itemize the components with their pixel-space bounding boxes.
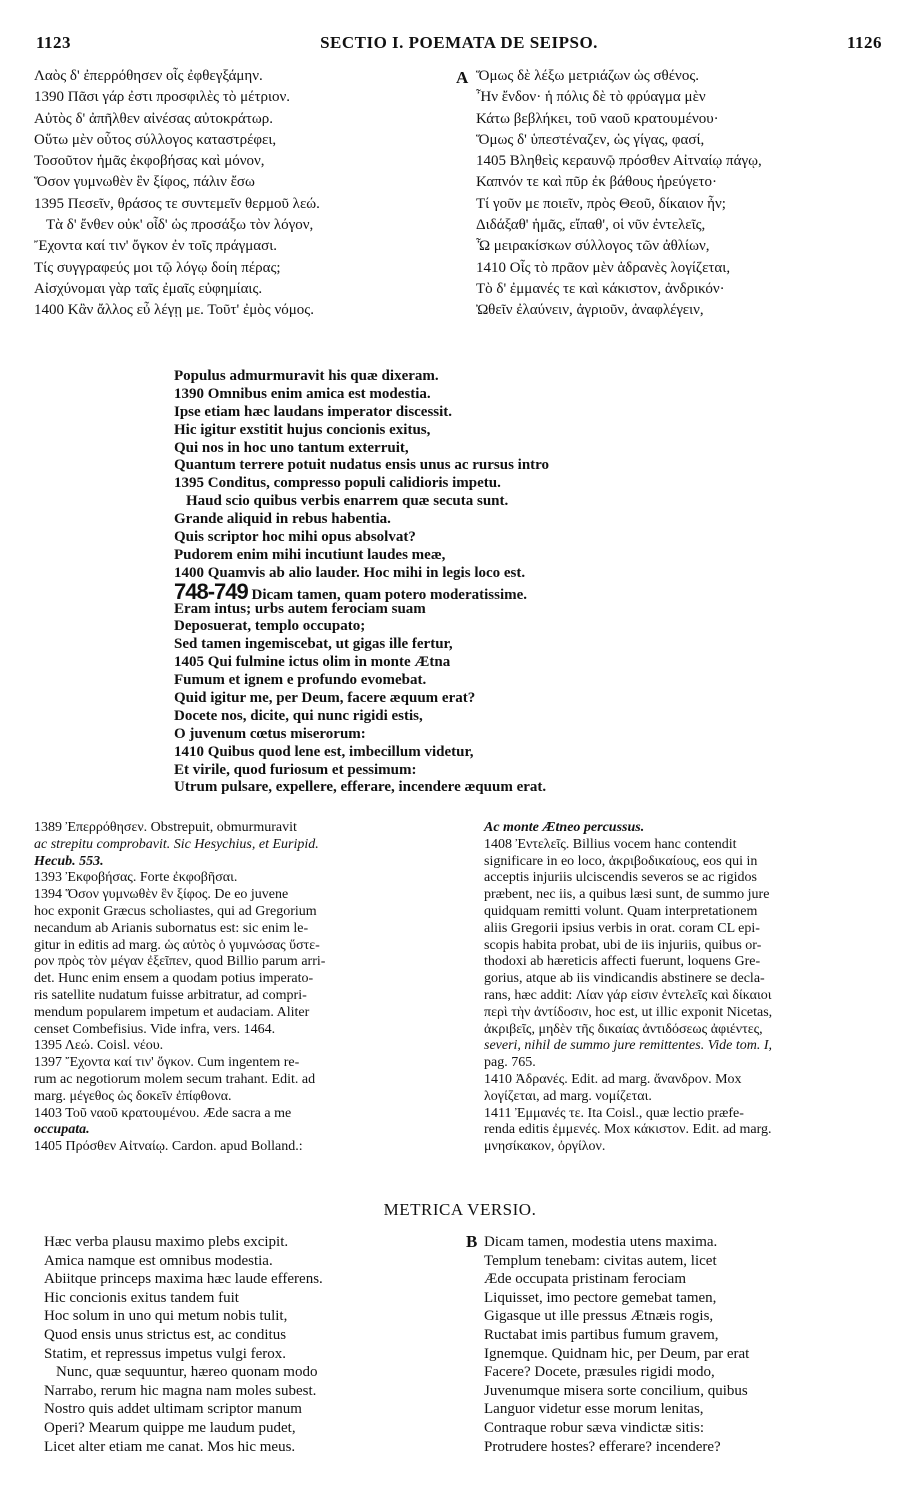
note-line: 1394 Ὅσον γυμνωθὲν ἓν ξίφος. De eo juvene bbox=[34, 887, 289, 903]
note-line: occupata. bbox=[34, 1122, 90, 1138]
note-line: περὶ τὴν ἀντίδοσιν, hoc est, ut illic exponit Nicetas, bbox=[484, 1004, 773, 1020]
latin-line: Utrum pulsare, expellere, efferare, incendere æquum erat. bbox=[174, 779, 547, 796]
verse-line: Ignemque. Quidnam hic, per Deum, par erat bbox=[484, 1345, 750, 1362]
running-title: SECTIO I. POEMATA DE SEIPSO. bbox=[320, 33, 598, 52]
note-line: pag. 765. bbox=[484, 1055, 536, 1071]
note-line: severi, nihil de summo jure remittentes. Vide tom. I, bbox=[484, 1038, 772, 1054]
greek-line: Ὅσον γυμνωθὲν ἓν ξίφος, πάλιν ἔσω bbox=[34, 174, 255, 191]
verse-line: Protrudere hostes? efferare? incendere? bbox=[484, 1438, 721, 1455]
note-line: mendum popularem impetum et audaciam. Aliter bbox=[34, 1004, 310, 1020]
latin-line: 1410 Quibus quod lene est, imbecillum videtur, bbox=[174, 743, 474, 760]
verse-line: Hoc solum in uno qui metum nobis tulit, bbox=[44, 1308, 288, 1325]
note-line: 1397 Ἔχοντα καί τιν' ὄγκον. Cum ingentem re- bbox=[34, 1055, 300, 1071]
verse-line: Dicam tamen, modestia utens maxima. bbox=[484, 1234, 718, 1250]
note-line: renda editis ἐμμενές. Mox κάκιστον. Edit. ad marg. bbox=[484, 1122, 772, 1138]
note-line: 1408 Ἐντελεῖς. Billius vocem hanc contendit bbox=[484, 836, 737, 852]
latin-line: 1395 Conditus, compresso populi calidioris impetu. bbox=[174, 475, 501, 492]
latin-line: Quid igitur me, per Deum, facere æquum erat? bbox=[174, 690, 476, 707]
note-line: λογίζεται, ad marg. νομίζεται. bbox=[484, 1088, 652, 1104]
note-line: 1395 Λεώ. Coisl. νέου. bbox=[34, 1038, 164, 1054]
note-line: præbent, nec iis, a quibus læsi sunt, de summo jure bbox=[484, 887, 770, 903]
verse-line: Narrabo, rerum hic magna nam moles subest. bbox=[44, 1382, 317, 1399]
latin-line: Et virile, quod furiosum et pessimum: bbox=[174, 761, 417, 778]
latin-line-text: Dicam tamen, quam potero moderatissime. bbox=[251, 586, 528, 603]
greek-text-left-column bbox=[34, 66, 454, 322]
notes-right-column bbox=[484, 820, 894, 1156]
verse-line: Templum tenebam: civitas autem, licet bbox=[484, 1252, 717, 1269]
note-line: marg. μέγεθος ὡς δοκεῖν ἐπίφθονα. bbox=[34, 1088, 232, 1104]
greek-line: Ὠθεῖν ἐλαύνειν, ἀγριοῦν, ἀναφλέγειν, bbox=[476, 302, 704, 319]
note-line: gitur in editis ad marg. ὡς αὐτὸς ὁ γυμνώσας ὕστε- bbox=[34, 937, 320, 953]
latin-line: Deposuerat, templo occupato; bbox=[174, 618, 366, 635]
note-line: censet Combefisius. Vide infra, vers. 1464. bbox=[34, 1021, 276, 1037]
greek-line: Ἦν ἔνδον· ἡ πόλις δὲ τὸ φρύαγμα μὲν bbox=[476, 89, 706, 106]
note-line: det. Hunc enim ensem a quodam potius imperato- bbox=[34, 971, 314, 987]
verse-line: Quod ensis unus strictus est, ac conditus bbox=[44, 1326, 287, 1343]
note-line: 1405 Πρόσθεν Αἰτναίῳ. Cardon. apud Bolland.: bbox=[34, 1139, 303, 1155]
note-line: rans, hæc addit: Λίαν γάρ εἰσιν ἐντελεῖς καὶ δίκαιοι bbox=[484, 987, 772, 1003]
note-line: scopis habita probat, ubi de iis injuriis, quibus or- bbox=[484, 937, 762, 953]
latin-line: O juvenum cœtus miserorum: bbox=[174, 725, 366, 742]
latin-line: Hic igitur exstitit hujus concionis exitus, bbox=[174, 421, 431, 438]
page-number-left: 1123 bbox=[36, 33, 72, 52]
column-number: 748-749 bbox=[174, 578, 248, 604]
latin-line: Eram intus; urbs autem ferociam suam bbox=[174, 600, 426, 617]
greek-line: Αἰσχύνομαι γὰρ ταῖς ἐμαῖς εὐφημίαις. bbox=[34, 280, 263, 297]
greek-line: 1395 Πεσεῖν, θράσος τε συντεμεῖν θερμοῦ λεώ. bbox=[34, 195, 320, 212]
page-number-right: 1126 bbox=[846, 33, 882, 52]
latin-line: Quis scriptor hoc mihi opus absolvat? bbox=[174, 529, 416, 546]
verse-line: Æde occupata pristinam ferociam bbox=[484, 1271, 687, 1288]
note-line: Hecub. 553. bbox=[34, 853, 104, 869]
latin-line: Grande aliquid in rebus habentia. bbox=[174, 511, 391, 528]
note-line: significare in eo loco, ἀκριβοδικαίους, eos qui in bbox=[484, 853, 758, 869]
greek-line: Ὦ μειρακίσκων σύλλογος τῶν ἀθλίων, bbox=[476, 238, 710, 255]
greek-line: 1390 Πᾶσι γάρ ἐστι προσφιλὲς τὸ μέτριον. bbox=[34, 89, 291, 106]
verse-line: Statim, et repressus impetus vulgi ferox. bbox=[44, 1345, 287, 1362]
verse-line: Juvenumque misera sorte concilium, quibus bbox=[484, 1382, 748, 1399]
greek-line: Λαὸς δ' ἐπερρόθησεν οἷς ἐφθεγξάμην. bbox=[34, 68, 263, 84]
note-line: ρον πρὸς τὸν μέγαν ἐξεῖπεν, quod Billio parum arri- bbox=[34, 954, 326, 970]
verse-line: Nunc, quæ sequuntur, hæreo quonam modo bbox=[56, 1364, 318, 1381]
greek-line: Κάτω βεβλήκει, τοῦ ναοῦ κρατουμένου· bbox=[476, 110, 719, 127]
note-line: ἀκριβεῖς, μηδὲν τῆς δικαίας ἀντιδόσεως ἀφιέντες, bbox=[484, 1021, 763, 1037]
greek-line: Ἔχοντα καί τιν' ὄγκον ἐν τοῖς πράγμασι. bbox=[34, 238, 277, 255]
latin-line: Populus admurmuravit his quæ dixeram. bbox=[174, 368, 439, 384]
greek-line: Αὐτὸς δ' ἀπῆλθεν αἰνέσας αὐτοκράτωρ. bbox=[34, 110, 274, 127]
greek-line: Ὅμως δὲ λέξω μετριάζων ὡς σθένος. bbox=[476, 68, 700, 84]
greek-line: Ὅμως δ' ὑπεστέναζεν, ὡς γίγας, φασί, bbox=[476, 131, 705, 148]
notes-left-column bbox=[34, 820, 464, 1156]
note-line: 1389 Ἐπερρόθησεν. Obstrepuit, obmurmuravit bbox=[34, 820, 297, 835]
page-header bbox=[36, 33, 882, 55]
verse-line: Gigasque ut ille pressus Ætnæis rogis, bbox=[484, 1308, 714, 1325]
verse-line: Ructabat imis partibus fumum gravem, bbox=[484, 1326, 719, 1343]
metrical-version-right bbox=[484, 1233, 904, 1456]
latin-line: Sed tamen ingemiscebat, ut gigas ille fertur, bbox=[174, 636, 453, 653]
latin-line-with-column-number bbox=[174, 578, 704, 604]
verse-line: Contraque robur sæva vindictæ sitis: bbox=[484, 1419, 704, 1436]
verse-line: Hæc verba plausu maximo plebs excipit. bbox=[44, 1234, 289, 1250]
greek-line: Τίς συγγραφεύς μοι τῷ λόγῳ δοίη πέρας; bbox=[34, 259, 281, 276]
latin-line: Quantum terrere potuit nudatus ensis unus ac rursus intro bbox=[174, 457, 550, 474]
note-line: 1393 Ἐκφοβήσας. Forte ἐκφοβῆσαι. bbox=[34, 870, 238, 886]
greek-line: Τὰ δ' ἔνθεν οὐκ' οἶδ' ὡς προσάξω τὸν λόγον, bbox=[46, 217, 314, 234]
greek-line: Τοσοῦτον ἡμᾶς ἐκφοβήσας καὶ μόνον, bbox=[34, 153, 265, 170]
greek-line: Τὸ δ' ἐμμανές τε καὶ κάκιστον, ἀνδρικόν· bbox=[476, 280, 725, 297]
verse-line: Operi? Mearum quippe me laudum pudet, bbox=[44, 1419, 296, 1436]
greek-line: Διδάξαθ' ἡμᾶς, εἴπαθ', οἱ νῦν ἐντελεῖς, bbox=[476, 217, 706, 234]
note-line: quidquam remitti volunt. Quam interpretationem bbox=[484, 903, 758, 919]
note-line: hoc exponit Græcus scholiastes, qui ad Gregorium bbox=[34, 903, 317, 919]
verse-line: Facere? Docete, præsules rigidi modo, bbox=[484, 1364, 715, 1381]
verse-line: Languor videtur esse morum lenitas, bbox=[484, 1401, 704, 1418]
latin-line: 1400 Quamvis ab alio lauder. Hoc mihi in legis loco est. bbox=[174, 564, 526, 581]
verse-line: Abiitque princeps maxima hæc laude efferens. bbox=[44, 1271, 323, 1288]
greek-line: 1405 Βληθεὶς κεραυνῷ πρόσθεν Αἰτναίῳ πάγῳ, bbox=[476, 153, 762, 170]
latin-line: Ipse etiam hæc laudans imperator discessit. bbox=[174, 403, 453, 420]
verse-line: Amica namque est omnibus modestia. bbox=[44, 1252, 273, 1269]
note-line: ris satellite nudatum fuisse arbitratur, ad compri- bbox=[34, 987, 307, 1003]
note-line: rum ac negotiorum molem secum trahant. Edit. ad bbox=[34, 1071, 316, 1087]
verse-line: Nostro quis addet ultimam scriptor manum bbox=[44, 1401, 302, 1418]
note-line: 1403 Τοῦ ναοῦ κρατουμένου. Æde sacra a me bbox=[34, 1105, 292, 1121]
greek-line: Καπνόν τε καὶ πῦρ ἐκ βάθους ἠρεύγετο· bbox=[476, 174, 718, 191]
note-line: acceptis injuriis ulciscendis severos se ac rigidos bbox=[484, 870, 757, 886]
verse-line: Liquisset, imo pectore gemebat tamen, bbox=[484, 1289, 717, 1306]
greek-line: 1410 Οἷς τὸ πρᾶον μὲν ἀδρανὲς λογίζεται, bbox=[476, 259, 731, 276]
note-line: necandum ab Arianis subornatus est: sic enim le- bbox=[34, 920, 309, 936]
section-heading: METRICA VERSIO. bbox=[383, 1200, 537, 1219]
latin-line: Qui nos in hoc uno tantum exterruit, bbox=[174, 439, 409, 456]
latin-line: Fumum et ignem e profundo evomebat. bbox=[174, 672, 427, 689]
note-line: ac strepitu comprobavit. Sic Hesychius, et Euripid. bbox=[34, 836, 319, 852]
latin-line: 1390 Omnibus enim amica est modestia. bbox=[174, 385, 431, 402]
note-line: Ac monte Ætneo percussus. bbox=[484, 820, 645, 835]
note-line: 1410 Ἀδρανές. Edit. ad marg. ἄνανδρον. Mox bbox=[484, 1071, 742, 1087]
latin-line: Docete nos, dicite, qui nunc rigidi estis, bbox=[174, 707, 423, 724]
latin-line: Pudorem enim mihi incutiunt laudes meæ, bbox=[174, 546, 446, 563]
latin-line: Haud scio quibus verbis enarrem quæ secuta sunt. bbox=[186, 493, 509, 510]
greek-line: Οὕτω μὲν οὗτος σύλλογος καταστρέφει, bbox=[34, 131, 277, 148]
metrical-version-left bbox=[44, 1233, 464, 1456]
note-line: aliis Gregorii ipsius verbis in orat. coram CL epi- bbox=[484, 920, 760, 936]
note-line: 1411 Ἐμμανές τε. Ita Coisl., quæ lectio præfe- bbox=[484, 1105, 744, 1121]
latin-translation bbox=[174, 368, 704, 797]
margin-letter-b: B bbox=[466, 1232, 478, 1251]
greek-line: 1400 Κἂν ἄλλος εὖ λέγῃ με. Τοῦτ' ἐμὸς νόμος. bbox=[34, 302, 314, 319]
verse-line: Licet alter etiam me canat. Mos hic meus. bbox=[44, 1438, 296, 1455]
note-line: μνησίκακον, ὀργίλον. bbox=[484, 1139, 606, 1155]
margin-letter-a: A bbox=[456, 68, 469, 87]
note-line: thodoxi ab hæreticis affecti fuerunt, loquens Gre- bbox=[484, 954, 761, 970]
greek-text-right-column bbox=[476, 66, 896, 322]
note-line: gorius, atque ab iis vindicandis abstinere se decla- bbox=[484, 971, 765, 987]
verse-line: Hic concionis exitus tandem fuit bbox=[44, 1289, 239, 1306]
greek-line: Τί γοῦν με ποιεῖν, πρὸς Θεοῦ, δίκαιον ἦν; bbox=[476, 195, 726, 212]
latin-line: 1405 Qui fulmine ictus olim in monte Ætna bbox=[174, 654, 451, 671]
